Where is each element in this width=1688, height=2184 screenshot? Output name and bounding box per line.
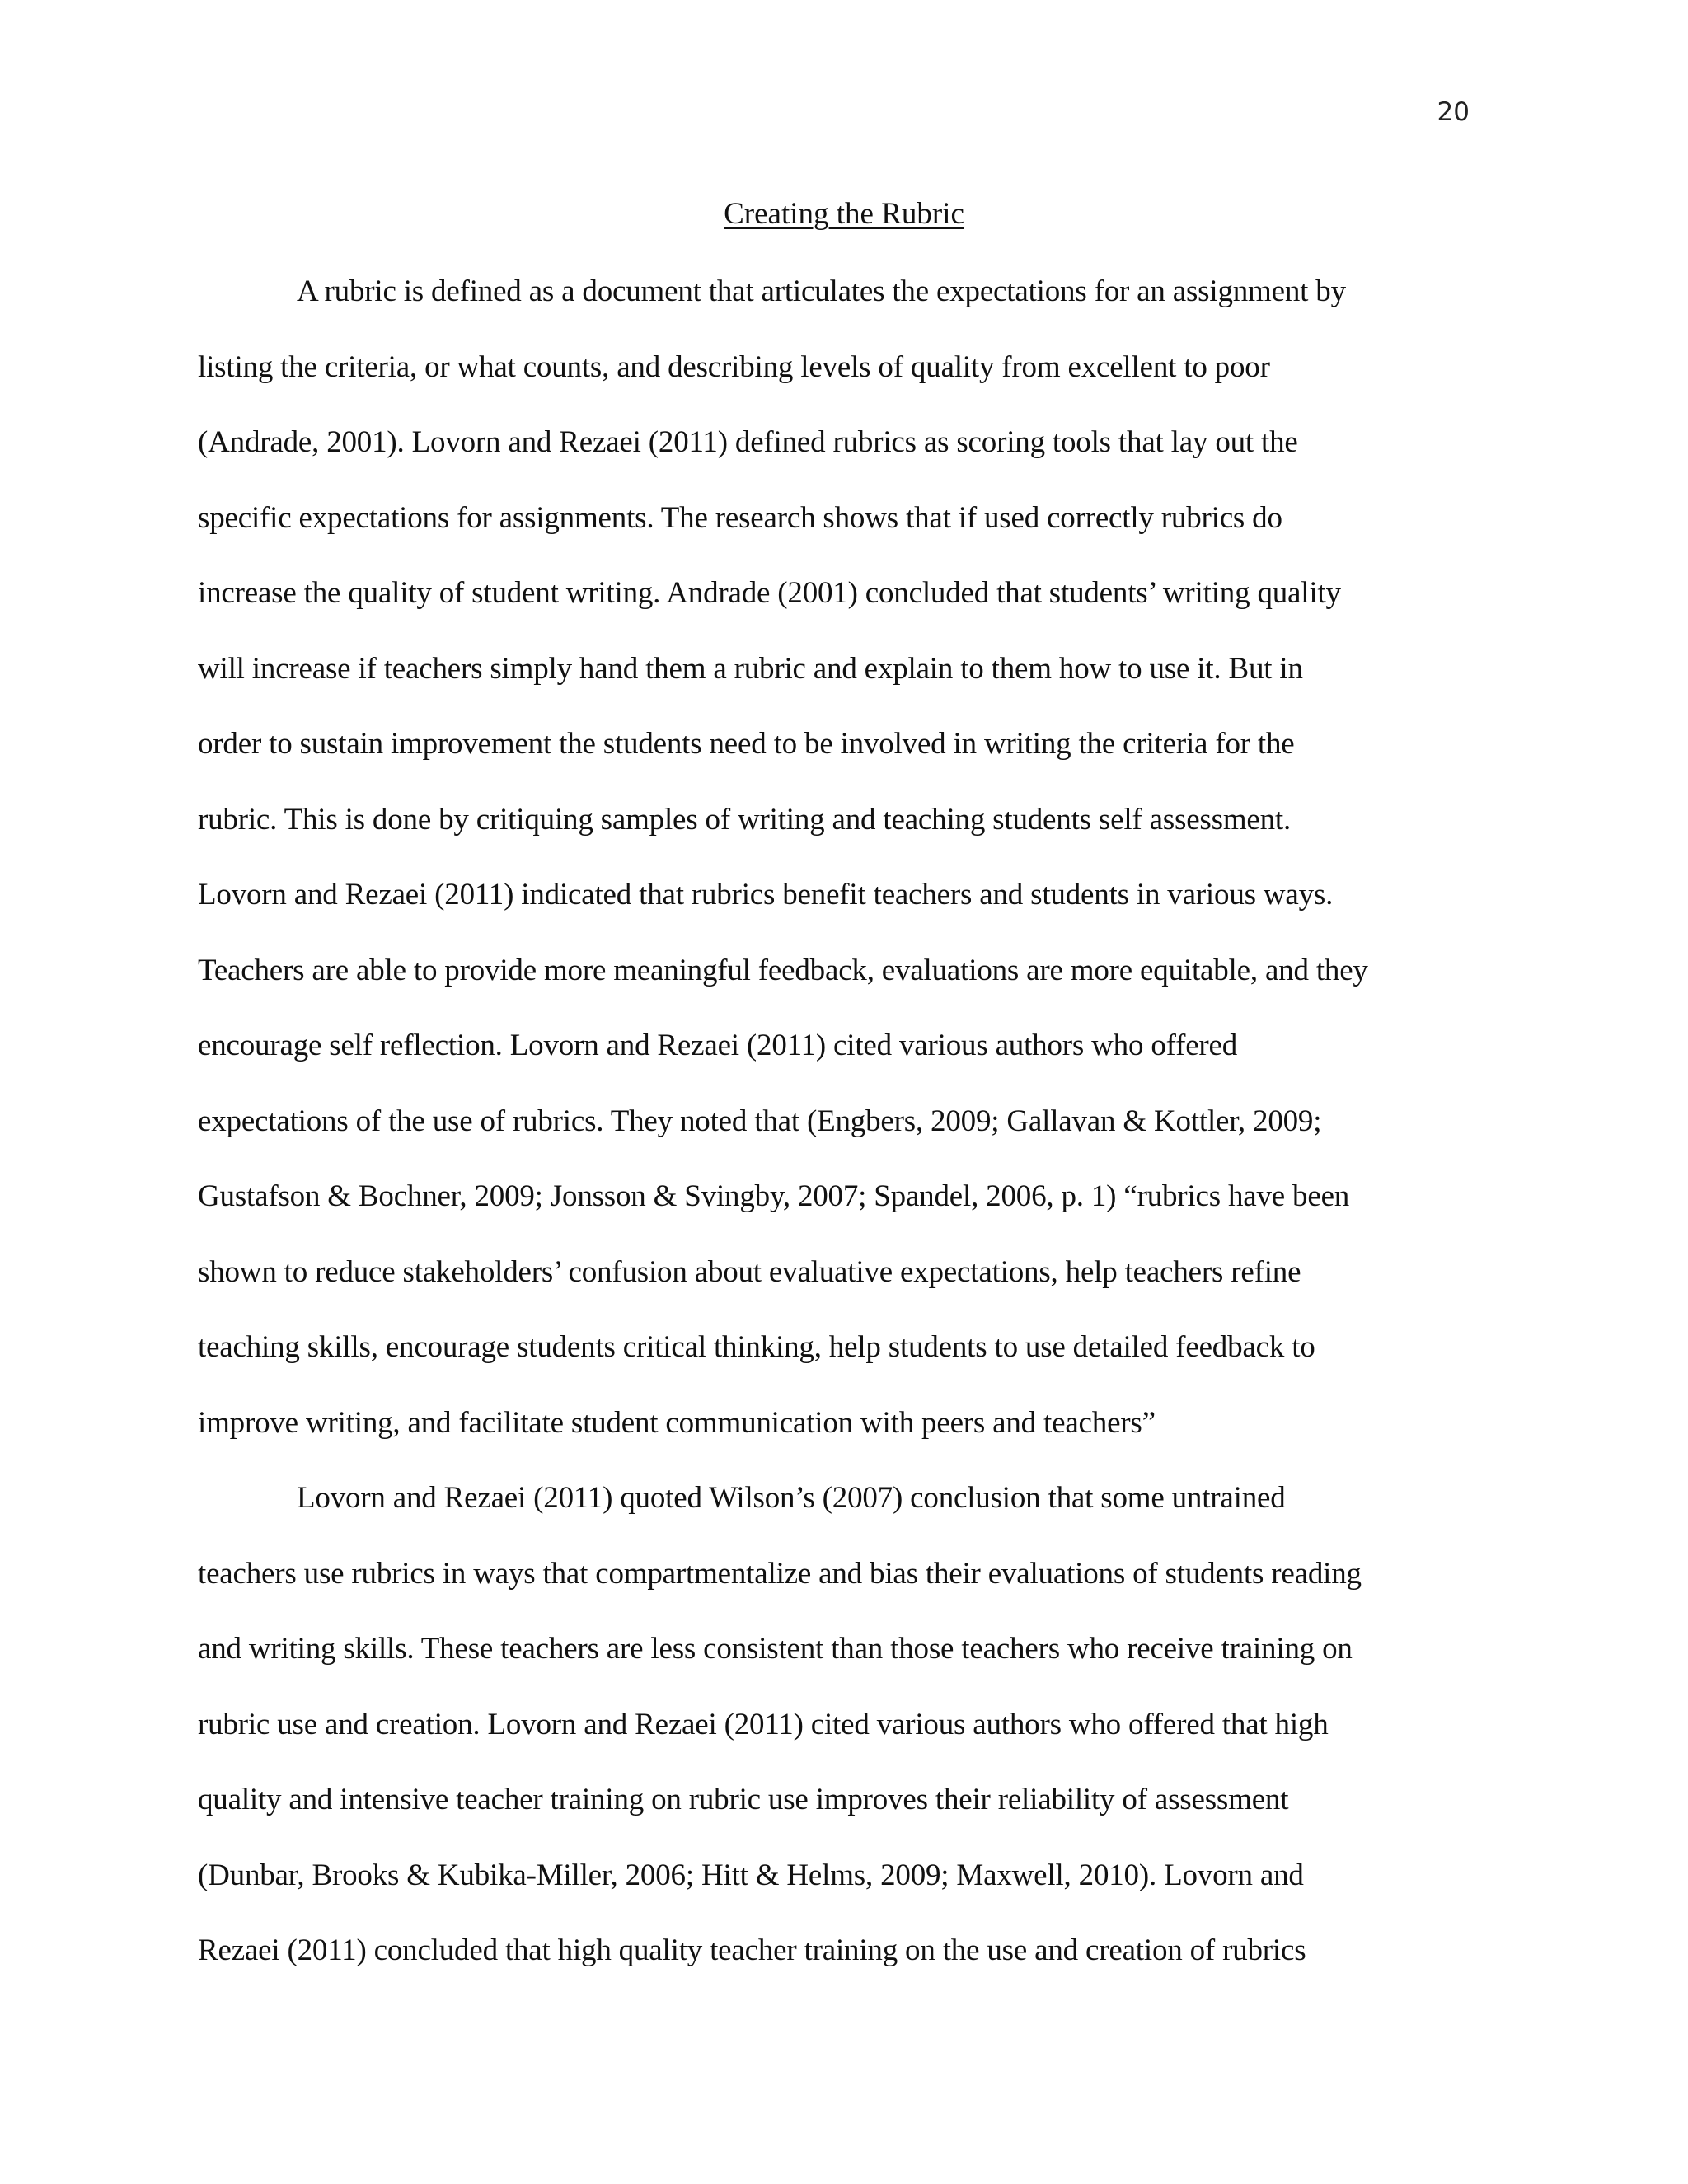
body-text-line: expectations of the use of rubrics. They noted that (Engbers, 2009; Gallavan & Kottler, 2009; bbox=[198, 1104, 1322, 1138]
body-text-line: listing the criteria, or what counts, and describing levels of quality from excellent to poor bbox=[198, 350, 1270, 384]
body-text-line: quality and intensive teacher training on rubric use improves their reliability of assessment bbox=[198, 1783, 1289, 1816]
body-text-line: A rubric is defined as a document that articulates the expectations for an assignment by bbox=[297, 274, 1346, 308]
body-text-line: will increase if teachers simply hand them a rubric and explain to them how to use it. But in bbox=[198, 652, 1303, 686]
body-text-line: encourage self reflection. Lovorn and Rezaei (2011) cited various authors who offered bbox=[198, 1029, 1238, 1062]
body-text-line: order to sustain improvement the students need to be involved in writing the criteria for the bbox=[198, 727, 1295, 761]
body-text-line: rubric. This is done by critiquing samples of writing and teaching students self assessment. bbox=[198, 803, 1292, 837]
body-text-line: (Dunbar, Brooks & Kubika-Miller, 2006; Hitt & Helms, 2009; Maxwell, 2010). Lovorn and bbox=[198, 1858, 1304, 1892]
body-text-line: teachers use rubrics in ways that compartmentalize and bias their evaluations of students reading bbox=[198, 1557, 1362, 1591]
page-number: 20 bbox=[1437, 97, 1470, 127]
body-text-line: increase the quality of student writing. Andrade (2001) concluded that students’ writing quality bbox=[198, 576, 1341, 610]
body-text-line: Gustafson & Bochner, 2009; Jonsson & Svingby, 2007; Spandel, 2006, p. 1) “rubrics have been bbox=[198, 1179, 1350, 1213]
body-text-line: specific expectations for assignments. The research shows that if used correctly rubrics do bbox=[198, 501, 1282, 535]
body-text-line: Rezaei (2011) concluded that high quality teacher training on the use and creation of rubrics bbox=[198, 1933, 1306, 1967]
body-text-line: Lovorn and Rezaei (2011) indicated that rubrics benefit teachers and students in various ways. bbox=[198, 878, 1334, 912]
body-text-line: improve writing, and facilitate student communication with peers and teachers” bbox=[198, 1406, 1156, 1440]
section-heading bbox=[0, 194, 1688, 234]
body-text-line: Lovorn and Rezaei (2011) quoted Wilson’s (2007) conclusion that some untrained bbox=[297, 1481, 1286, 1515]
body-text-line: Teachers are able to provide more meaningful feedback, evaluations are more equitable, and they bbox=[198, 954, 1368, 987]
body-text-line: shown to reduce stakeholders’ confusion about evaluative expectations, help teachers refine bbox=[198, 1255, 1301, 1289]
body-text-line: teaching skills, encourage students critical thinking, help students to use detailed feedback to bbox=[198, 1330, 1315, 1364]
body-text-line: and writing skills. These teachers are less consistent than those teachers who receive training on bbox=[198, 1632, 1353, 1666]
section-heading-text: Creating the Rubric bbox=[724, 197, 964, 231]
body-text-line: rubric use and creation. Lovorn and Rezaei (2011) cited various authors who offered that high bbox=[198, 1708, 1329, 1741]
body-text-line: (Andrade, 2001). Lovorn and Rezaei (2011) defined rubrics as scoring tools that lay out the bbox=[198, 425, 1298, 459]
